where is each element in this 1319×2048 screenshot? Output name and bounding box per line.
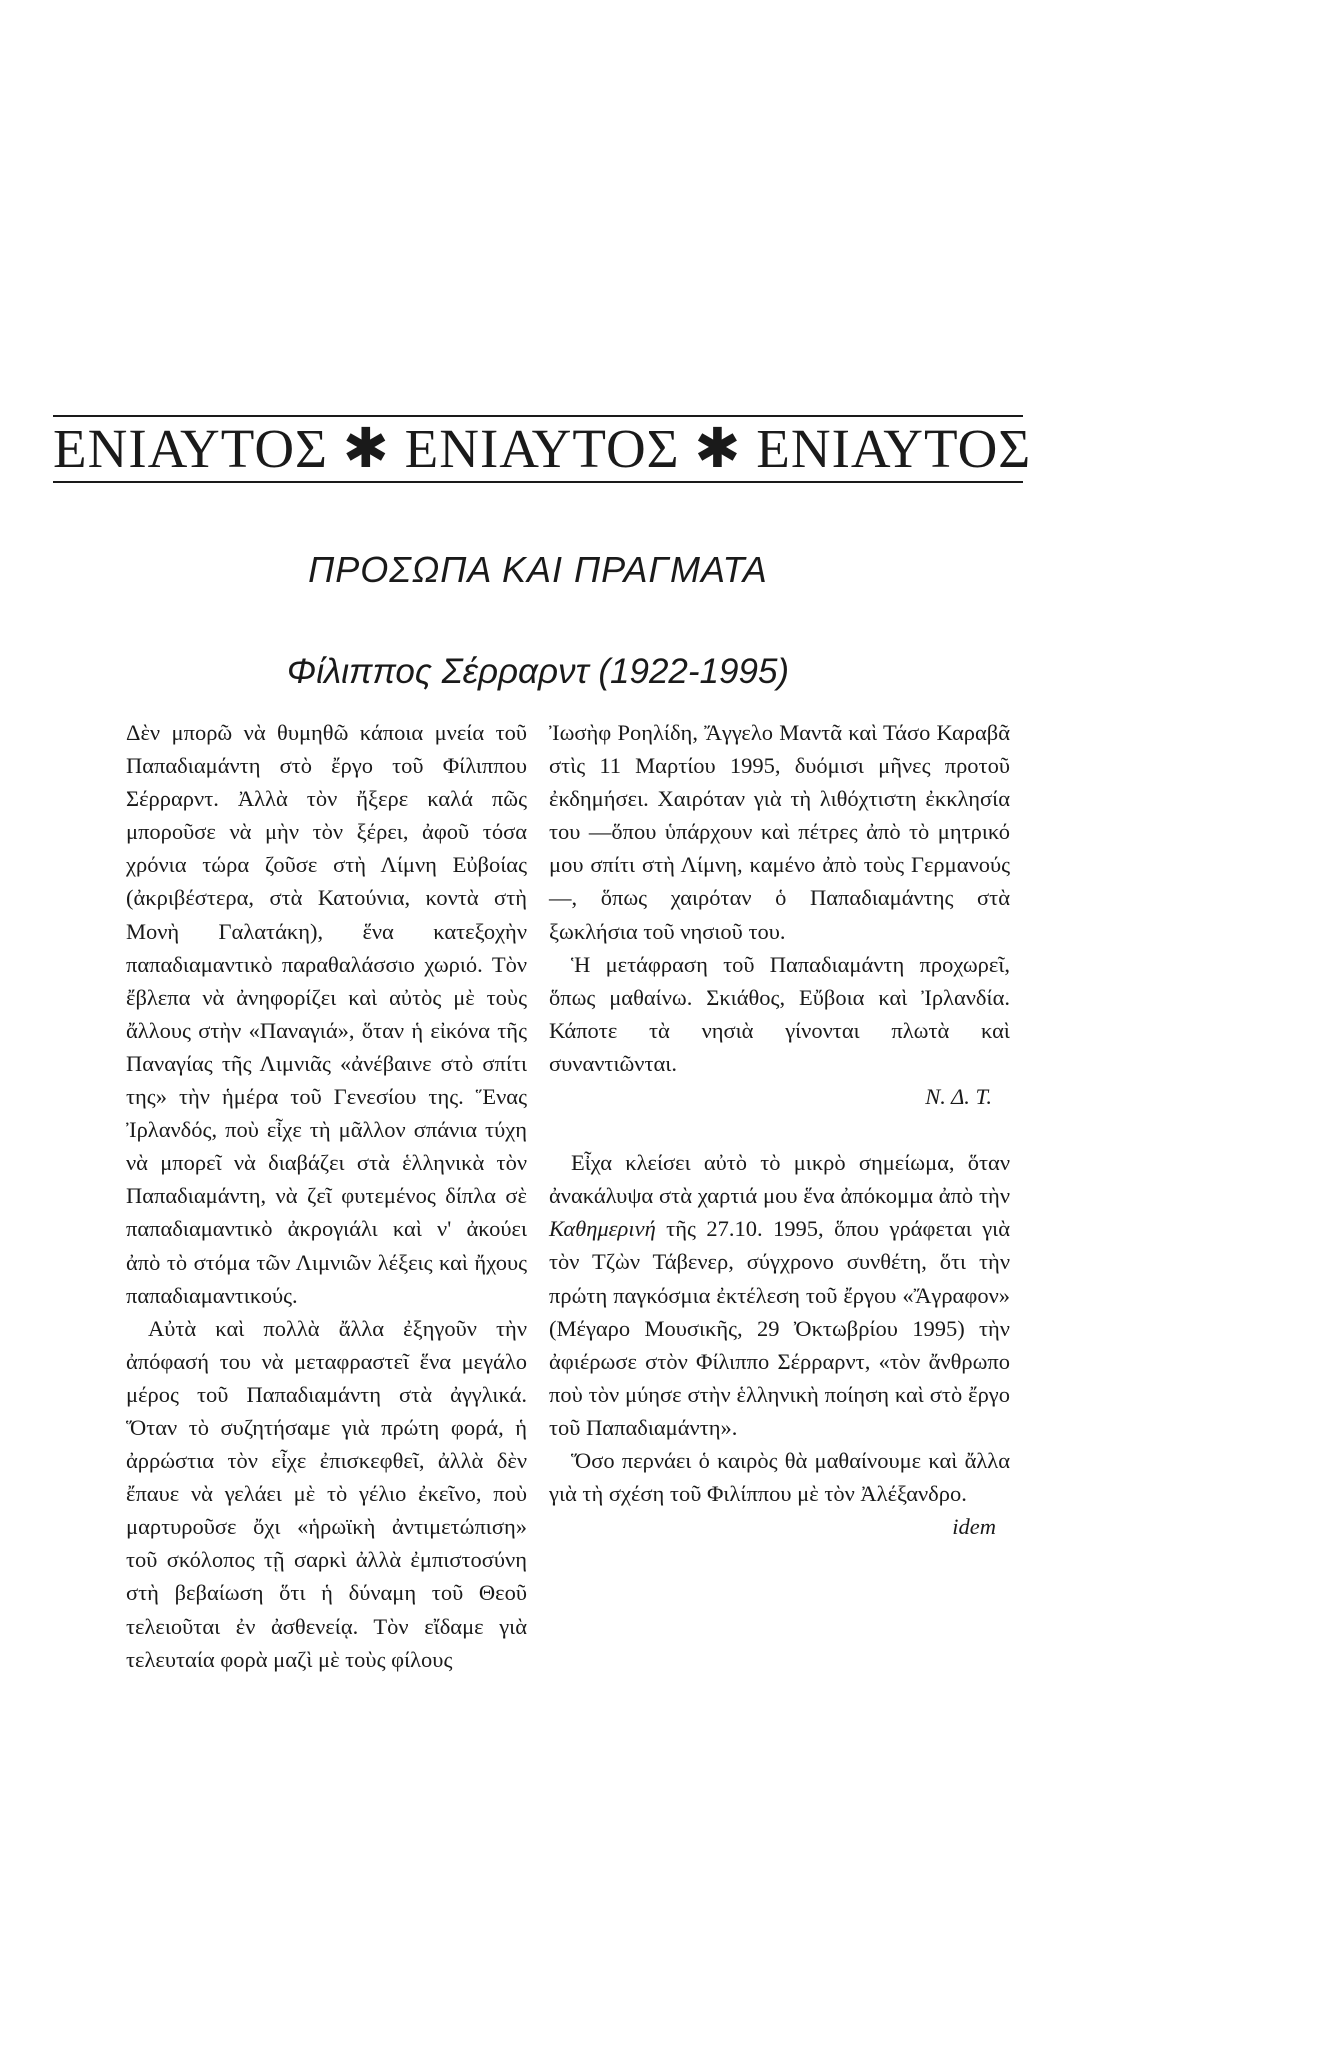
right-column (549, 716, 1010, 1543)
author-signature: Ν. Δ. Τ. (925, 1084, 992, 1110)
masthead: ΕΝΙΑΥΤΟΣ ✱ ΕΝΙΑΥΤΟΣ ✱ ΕΝΙΑΥΤΟΣ (53, 418, 1032, 479)
paragraph-text: τῆς 27.10. 1995, ὅπου γράφεται γιὰ τὸν Τζὼν Τάβενερ, σύγχρονο συνθέτη, ὅτι τὴν πρώτη παγκόσμια ἐκτέλεση τοῦ ἔργου «Ἄγραφον» (Μέγαρο Μουσικῆς, 29 Ὀκτωβρίου 1995) τὴν ἀφιέρωσε στὸν Φίλιππο Σέρραρντ, «τὸν ἄνθρωπο ποὺ τὸν μύησε στὴν ἑλληνικὴ ποίηση καὶ στὸ ἔργο τοῦ Παπαδιαμάντη». (549, 1216, 1010, 1440)
paragraph: Ἡ μετάφραση τοῦ Παπαδιαμάντη προχωρεῖ, ὅπως μαθαίνω. Σκιάθος, Εὔβοια καὶ Ἰρλανδία. Κάποτε τὰ νησιὰ γίνονται πλωτὰ καὶ συναντιῶνται. (549, 951, 1010, 1076)
article-title: Φίλιππος Σέρραρντ (1922-1995) (286, 652, 790, 691)
paragraph: Ἰωσὴφ Ροηλίδη, Ἄγγελο Μαντᾶ καὶ Τάσο Καραβᾶ στὶς 11 Μαρτίου 1995, δυόμισι μῆνες προτοῦ ἐκδημήσει. Χαιρόταν γιὰ τὴ λιθόχτιστη ἐκκλησία του —ὅπου ὑπάρχουν καὶ πέτρες ἀπὸ τὸ μητρικό μου σπίτι στὴ Λίμνη, καμένο ἀπὸ τοὺς Γερμανούς—, ὅπως χαιρόταν ὁ Παπαδιαμάντης στὰ ξωκλήσια τοῦ νησιοῦ του. (549, 720, 1010, 944)
left-column (126, 716, 527, 1676)
paragraph: Αὐτὰ καὶ πολλὰ ἄλλα ἐξηγοῦν τὴν ἀπόφασή του νὰ μεταφραστεῖ ἕνα μεγάλο μέρος τοῦ Παπαδιαμάντη στὰ ἀγγλικά. Ὅταν τὸ συζητήσαμε γιὰ πρώτη φορά, ἡ ἀρρώστια τὸν εἶχε ἐπισκεφθεῖ, ἀλλὰ δὲν ἔπαυε νὰ γελάει μὲ τὸ γέλιο ἐκεῖνο, ποὺ μαρτυροῦσε ὄχι «ἡρωϊκὴ ἀντιμετώπιση» τοῦ σκόλοπος τῇ σαρκὶ ἀλλὰ ἐμπιστοσύνη στὴ βεβαίωση ὅτι ἡ δύναμη τοῦ Θεοῦ τελειοῦται ἐν ἀσθενείᾳ. Τὸν εἴδαμε γιὰ τελευταία φορὰ μαζὶ μὲ τοὺς φίλους (126, 1315, 527, 1672)
section-title: ΠΡΟΣΩΠΑ ΚΑΙ ΠΡΑΓΜΑΤΑ (308, 549, 768, 590)
newspaper-title: Καθημερινή (549, 1216, 656, 1242)
masthead-bottom-rule (53, 481, 1023, 483)
paragraph: Ὅσο περνάει ὁ καιρὸς θὰ μαθαίνουμε καὶ ἄλλα γιὰ τὴ σχέση τοῦ Φιλίππου μὲ τὸν Ἀλέξανδρο. (549, 1447, 1010, 1507)
paragraph (549, 1146, 1010, 1444)
author-signature: idem (952, 1514, 996, 1540)
paragraph-text: Εἶχα κλείσει αὐτὸ τὸ μικρὸ σημείωμα, ὅταν ἀνακάλυψα στὰ χαρτιά μου ἕνα ἀπόκομμα ἀπὸ τὴν (549, 1150, 1010, 1209)
masthead-top-rule (53, 415, 1023, 417)
paragraph: Δὲν μπορῶ νὰ θυμηθῶ κάποια μνεία τοῦ Παπαδιαμάντη στὸ ἔργο τοῦ Φίλιππου Σέρραρντ. Ἀλλὰ τὸν ἤξερε καλά πῶς μποροῦσε νὰ μὴν τὸν ξέρει, ἀφοῦ τόσα χρόνια τώρα ζοῦσε στὴ Λίμνη Εὐβοίας (ἀκριβέστερα, στὰ Κατούνια, κοντὰ στὴ Μονὴ Γαλατάκη), ἕνα κατεξοχὴν παπαδιαμαντικὸ παραθαλάσσιο χωριό. Τὸν ἔβλεπα νὰ ἀνηφορίζει καὶ αὐτὸς μὲ τοὺς ἄλλους στὴν «Παναγιά», ὅταν ἡ εἰκόνα τῆς Παναγίας τῆς Λιμνιᾶς «ἀνέβαινε στὸ σπίτι της» τὴν ἡμέρα τοῦ Γενεσίου της. Ἕνας Ἰρλανδός, ποὺ εἶχε τὴ μᾶλλον σπάνια τύχη νὰ μπορεῖ νὰ διαβάζει στὰ ἑλληνικὰ τὸν Παπαδιαμάντη, νὰ ζεῖ φυτεμένος δίπλα σὲ παπαδιαμαντικὸ ἀκρογιάλι καὶ ν' ἀκούει ἀπὸ τὸ στόμα τῶν Λιμνιῶν λέξεις καὶ ἤχους παπαδιαμαντικούς. (126, 720, 527, 1308)
